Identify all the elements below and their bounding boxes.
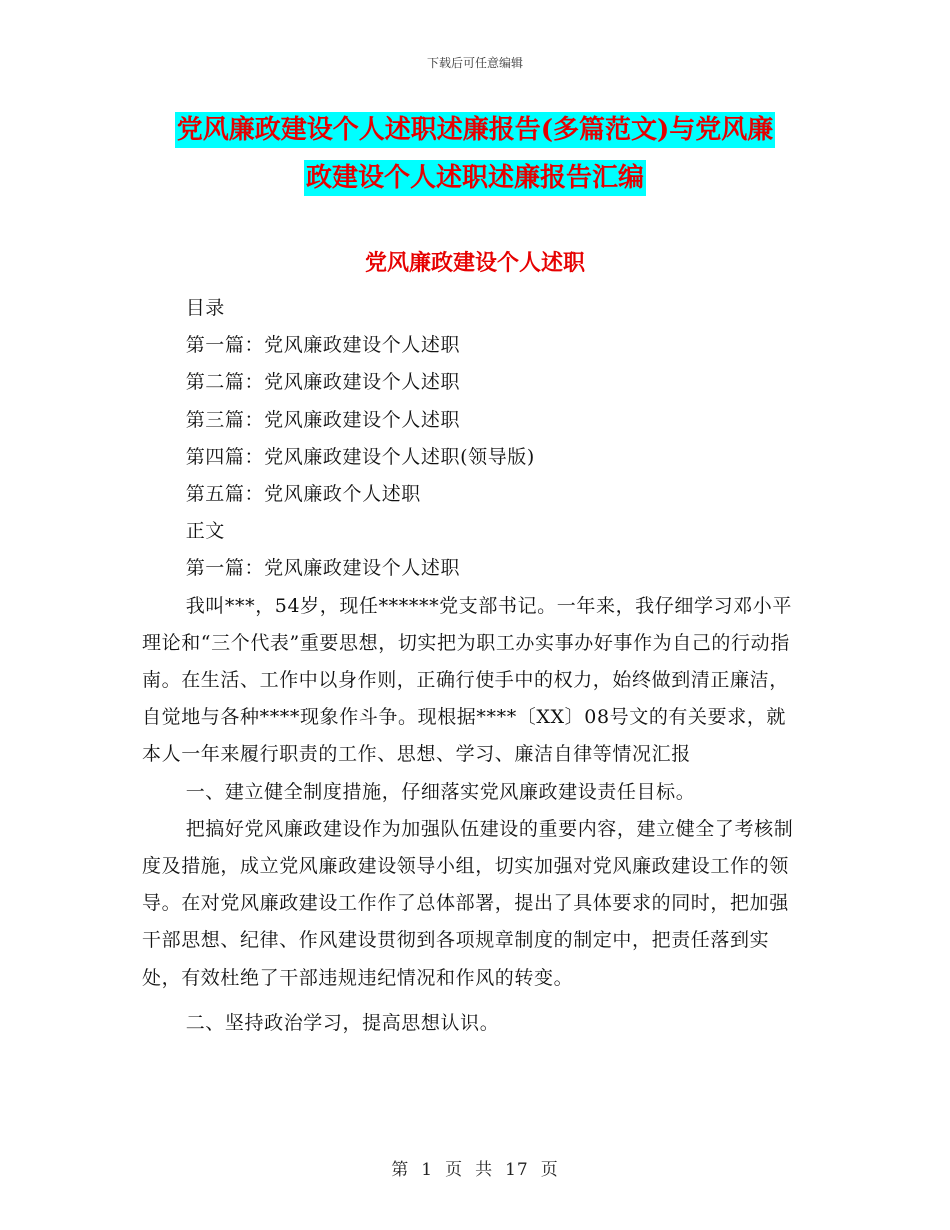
toc-item-1: 第一篇：党风廉政建设个人述职: [185, 334, 461, 357]
page-footer: [0, 1155, 950, 1180]
paragraph-4: 二、坚持政治学习，提高思想认识。: [185, 1011, 500, 1034]
footer-prefix: 第: [391, 1160, 410, 1180]
document-title: [140, 106, 810, 202]
section-subtitle: 党风廉政建设个人述职: [364, 250, 585, 276]
toc-item-3: 第三篇：党风廉政建设个人述职: [185, 408, 461, 431]
footer-total-word: 共: [475, 1160, 494, 1180]
toc-heading: 目录: [185, 297, 225, 319]
footer-page-word: 页: [445, 1160, 464, 1180]
toc-item-2: 第二篇：党风廉政建设个人述职: [185, 371, 461, 394]
body-section-label: 正文: [185, 520, 225, 543]
chapter-title: 第一篇：党风廉政建设个人述职: [185, 557, 461, 580]
toc-item-5: 第五篇：党风廉政个人述职: [185, 483, 421, 506]
footer-suffix: 页: [540, 1160, 559, 1180]
footer-total-pages: 17: [505, 1160, 529, 1180]
document-body: [142, 290, 802, 1042]
header-note: 下载后可任意编辑: [426, 56, 523, 70]
footer-page-number: 1: [421, 1160, 434, 1180]
title-line-2: 政建设个人述职述廉报告汇编: [304, 160, 646, 196]
toc-item-4: 第四篇：党风廉政建设个人述职(领导版): [185, 445, 535, 468]
paragraph-3: 把搞好党风廉政建设作为加强队伍建设的重要内容，建立健全了考核制度及措施，成立党风廉政建设领导小组，切实加强对党风廉政建设工作的领导。在对党风廉政建设工作作了总体部署，提出了具体要求的同时，把加强干部思想、纪律、作风建设贯彻到各项规章制度的制定中，把责任落到实处，有效杜绝了干部违规违纪情况和作风的转变。: [142, 817, 794, 989]
title-line-1: 党风廉政建设个人述职述廉报告(多篇范文)与党风廉: [175, 112, 776, 148]
paragraph-1: 我叫***，54岁，现任******党支部书记。一年来，我仔细学习邓小平理论和“三个代表”重要思想，切实把为职工办实事办好事作为自己的行动指南。在生活、工作中以身作则，正确行使手中的权力，始终做到清正廉洁，自觉地与各种****现象作斗争。现根据****〔XX〕08号文的有关要求，就本人一年来履行职责的工作、思想、学习、廉洁自律等情况汇报: [142, 594, 792, 766]
paragraph-2: 一、建立健全制度措施，仔细落实党风廉政建设责任目标。: [185, 780, 696, 803]
